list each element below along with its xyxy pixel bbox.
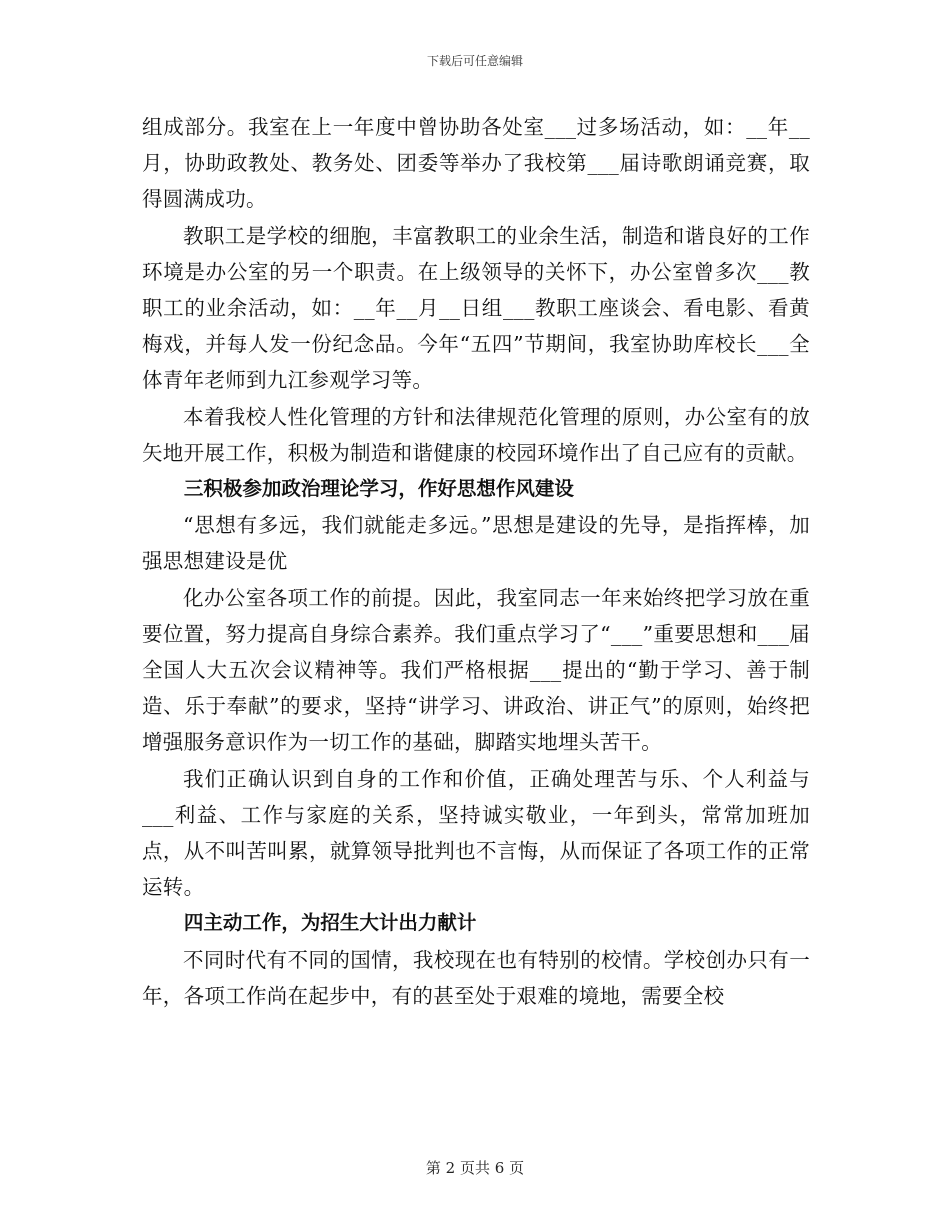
paragraph-3: 本着我校人性化管理的方针和法律规范化管理的原则，办公室有的放矢地开展工作，积极为制造和谐健康的校园环境作出了自己应有的贡献。: [142, 404, 810, 465]
section-heading-3: 三积极参加政治理论学习，作好思想作风建设: [183, 477, 574, 501]
paragraph-4: “思想有多远，我们就能走多远。”思想是建设的先导，是指挥棒，加强思想建设是优: [142, 513, 810, 574]
paragraph-6: 我们正确认识到自身的工作和价值，正确处理苦与乐、个人利益与___利益、工作与家庭的关系，坚持诚实敬业，一年到头，常常加班加点，从不叫苦叫累，就算领导批判也不言悔，从而保证了各项工作的正常运转。: [142, 766, 810, 900]
paragraph-1: 组成部分。我室在上一年度中曾协助各处室___过多场活动，如：__年__月，协助政教处、教务处、团委等举办了我校第___届诗歌朗诵竞赛，取得圆满成功。: [142, 115, 810, 212]
paragraph-2: 教职工是学校的细胞，丰富教职工的业余生活，制造和谐良好的工作环境是办公室的另一个职责。在上级领导的关怀下，办公室曾多次___教职工的业余活动，如：__年__月__日组___教职工座谈会、看电影、看黄梅戏，并每人发一份纪念品。今年“五四”节期间，我室协助库校长___全体青年老师到九江参观学习等。: [142, 223, 810, 393]
section-heading-4: 四主动工作，为招生大计出力献计: [183, 911, 477, 935]
page-header: 下载后可任意编辑: [426, 54, 523, 68]
document-body: [142, 109, 810, 1014]
page-number: 第 2 页共 6 页: [425, 1159, 525, 1177]
paragraph-5: 化办公室各项工作的前提。因此，我室同志一年来始终把学习放在重要位置，努力提高自身综合素养。我们重点学习了“___”重要思想和___届全国人大五次会议精神等。我们严格根据___提出的“勤于学习、善于制造、乐于奉献”的要求，坚持“讲学习、讲政治、讲正气”的原则，始终把增强服务意识作为一切工作的基础，脚踏实地埋头苦干。: [142, 585, 810, 755]
paragraph-7: 不同时代有不同的国情，我校现在也有特别的校情。学校创办只有一年，各项工作尚在起步中，有的甚至处于艰难的境地，需要全校: [142, 947, 810, 1008]
